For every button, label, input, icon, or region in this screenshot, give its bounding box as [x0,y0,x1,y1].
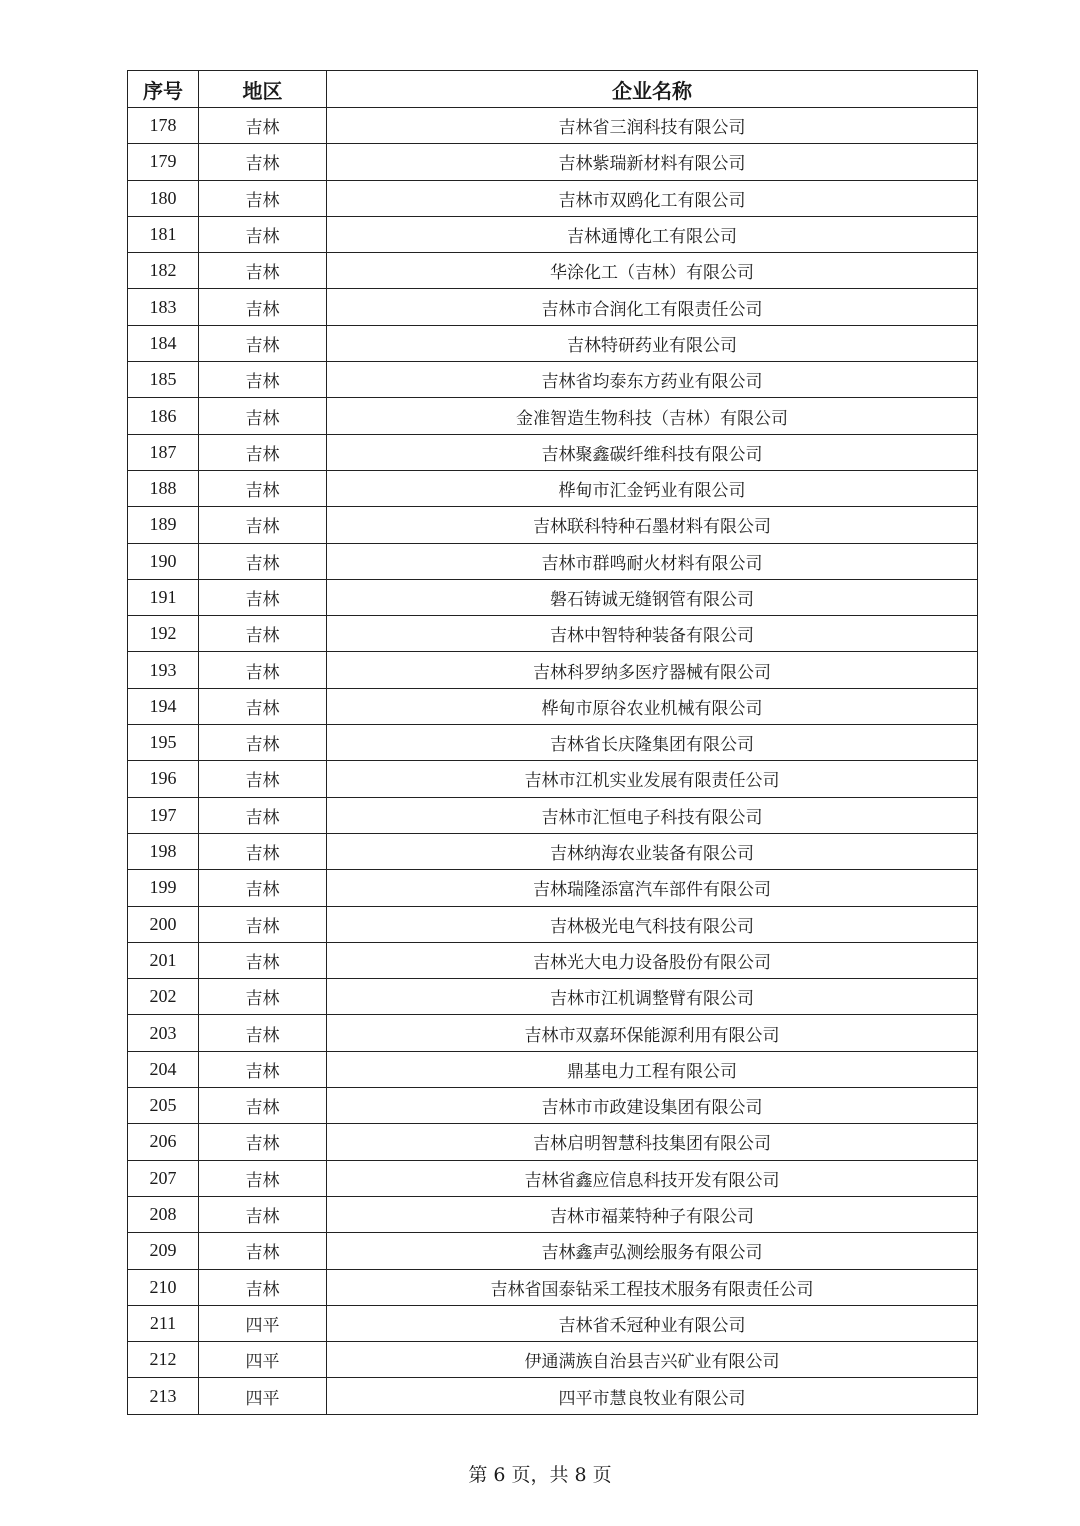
header-serial-number: 序号 [128,71,199,108]
table-row [128,1233,978,1269]
cell-region: 吉林 [199,1269,327,1305]
table-row [128,616,978,652]
cell-region: 吉林 [199,579,327,615]
table-row [128,1015,978,1051]
table-row [128,942,978,978]
cell-serial-number: 190 [128,543,199,579]
cell-company-name: 吉林紫瑞新材料有限公司 [327,144,978,180]
cell-company-name: 吉林省长庆隆集团有限公司 [327,725,978,761]
cell-region: 吉林 [199,1051,327,1087]
cell-company-name: 鼎基电力工程有限公司 [327,1051,978,1087]
cell-company-name: 桦甸市原谷农业机械有限公司 [327,688,978,724]
cell-company-name: 吉林通博化工有限公司 [327,216,978,252]
company-list-table-container [127,70,977,1415]
cell-region: 吉林 [199,144,327,180]
cell-serial-number: 184 [128,325,199,361]
table-row [128,833,978,869]
table-row [128,725,978,761]
table-row [128,761,978,797]
cell-region: 吉林 [199,398,327,434]
cell-company-name: 吉林市江机实业发展有限责任公司 [327,761,978,797]
table-row [128,470,978,506]
table-row [128,979,978,1015]
cell-serial-number: 201 [128,942,199,978]
cell-company-name: 吉林光大电力设备股份有限公司 [327,942,978,978]
cell-company-name: 吉林极光电气科技有限公司 [327,906,978,942]
cell-region: 吉林 [199,688,327,724]
cell-serial-number: 198 [128,833,199,869]
cell-serial-number: 187 [128,434,199,470]
cell-serial-number: 205 [128,1088,199,1124]
cell-company-name: 磐石铸诚无缝钢管有限公司 [327,579,978,615]
table-row [128,1051,978,1087]
cell-region: 吉林 [199,1124,327,1160]
cell-serial-number: 208 [128,1196,199,1232]
table-header-row [128,71,978,108]
cell-region: 吉林 [199,942,327,978]
table-row [128,652,978,688]
cell-serial-number: 211 [128,1305,199,1341]
cell-company-name: 吉林市福莱特种子有限公司 [327,1196,978,1232]
cell-serial-number: 193 [128,652,199,688]
table-row [128,1196,978,1232]
header-company-name: 企业名称 [327,71,978,108]
cell-serial-number: 202 [128,979,199,1015]
cell-region: 吉林 [199,906,327,942]
cell-serial-number: 188 [128,470,199,506]
cell-company-name: 华涂化工（吉林）有限公司 [327,253,978,289]
cell-company-name: 吉林市市政建设集团有限公司 [327,1088,978,1124]
cell-region: 吉林 [199,616,327,652]
cell-region: 吉林 [199,108,327,144]
cell-serial-number: 179 [128,144,199,180]
cell-serial-number: 182 [128,253,199,289]
cell-company-name: 吉林瑞隆添富汽车部件有限公司 [327,870,978,906]
page-footer: 第 6 页，共 8 页 [468,1464,612,1486]
cell-region: 四平 [199,1305,327,1341]
cell-serial-number: 181 [128,216,199,252]
cell-region: 吉林 [199,1160,327,1196]
cell-company-name: 吉林启明智慧科技集团有限公司 [327,1124,978,1160]
cell-region: 吉林 [199,289,327,325]
cell-serial-number: 210 [128,1269,199,1305]
cell-serial-number: 213 [128,1378,199,1414]
cell-serial-number: 194 [128,688,199,724]
company-list-table [127,70,978,1415]
cell-serial-number: 189 [128,507,199,543]
cell-region: 吉林 [199,1015,327,1051]
table-row [128,688,978,724]
cell-serial-number: 180 [128,180,199,216]
cell-serial-number: 192 [128,616,199,652]
table-row [128,1160,978,1196]
table-row [128,362,978,398]
cell-region: 吉林 [199,507,327,543]
cell-region: 吉林 [199,434,327,470]
cell-company-name: 吉林市双嘉环保能源利用有限公司 [327,1015,978,1051]
cell-company-name: 吉林市合润化工有限责任公司 [327,289,978,325]
cell-region: 吉林 [199,543,327,579]
table-row [128,1088,978,1124]
table-row [128,108,978,144]
cell-company-name: 吉林省鑫应信息科技开发有限公司 [327,1160,978,1196]
cell-serial-number: 186 [128,398,199,434]
cell-company-name: 吉林科罗纳多医疗器械有限公司 [327,652,978,688]
table-row [128,398,978,434]
cell-region: 吉林 [199,1196,327,1232]
table-row [128,180,978,216]
cell-region: 四平 [199,1378,327,1414]
table-row [128,144,978,180]
cell-serial-number: 197 [128,797,199,833]
cell-company-name: 吉林省国泰钻采工程技术服务有限责任公司 [327,1269,978,1305]
cell-company-name: 吉林鑫声弘测绘服务有限公司 [327,1233,978,1269]
cell-serial-number: 212 [128,1342,199,1378]
cell-serial-number: 185 [128,362,199,398]
table-row [128,289,978,325]
table-body [128,108,978,1415]
cell-serial-number: 178 [128,108,199,144]
table-row [128,1269,978,1305]
cell-serial-number: 199 [128,870,199,906]
table-row [128,543,978,579]
cell-serial-number: 209 [128,1233,199,1269]
cell-region: 吉林 [199,1233,327,1269]
cell-serial-number: 183 [128,289,199,325]
table-row [128,253,978,289]
cell-serial-number: 207 [128,1160,199,1196]
cell-company-name: 四平市慧良牧业有限公司 [327,1378,978,1414]
cell-company-name: 吉林市双鸥化工有限公司 [327,180,978,216]
cell-company-name: 吉林纳海农业装备有限公司 [327,833,978,869]
cell-serial-number: 191 [128,579,199,615]
cell-region: 吉林 [199,180,327,216]
cell-company-name: 吉林中智特种装备有限公司 [327,616,978,652]
table-row [128,579,978,615]
table-row [128,1342,978,1378]
cell-region: 吉林 [199,362,327,398]
cell-serial-number: 204 [128,1051,199,1087]
table-row [128,870,978,906]
table-row [128,216,978,252]
cell-company-name: 吉林联科特种石墨材料有限公司 [327,507,978,543]
table-row [128,325,978,361]
cell-serial-number: 203 [128,1015,199,1051]
cell-company-name: 吉林市群鸣耐火材料有限公司 [327,543,978,579]
cell-company-name: 吉林聚鑫碳纤维科技有限公司 [327,434,978,470]
cell-region: 四平 [199,1342,327,1378]
cell-serial-number: 195 [128,725,199,761]
cell-region: 吉林 [199,325,327,361]
table-row [128,507,978,543]
cell-serial-number: 206 [128,1124,199,1160]
cell-company-name: 吉林特研药业有限公司 [327,325,978,361]
cell-company-name: 吉林省三润科技有限公司 [327,108,978,144]
cell-company-name: 吉林市汇恒电子科技有限公司 [327,797,978,833]
cell-region: 吉林 [199,216,327,252]
table-row [128,797,978,833]
cell-region: 吉林 [199,797,327,833]
cell-region: 吉林 [199,833,327,869]
cell-region: 吉林 [199,870,327,906]
cell-region: 吉林 [199,761,327,797]
table-row [128,906,978,942]
table-row [128,434,978,470]
cell-region: 吉林 [199,1088,327,1124]
cell-company-name: 吉林省均泰东方药业有限公司 [327,362,978,398]
cell-serial-number: 196 [128,761,199,797]
cell-region: 吉林 [199,253,327,289]
cell-company-name: 伊通满族自治县吉兴矿业有限公司 [327,1342,978,1378]
cell-company-name: 金准智造生物科技（吉林）有限公司 [327,398,978,434]
cell-company-name: 吉林省禾冠种业有限公司 [327,1305,978,1341]
cell-region: 吉林 [199,652,327,688]
table-row [128,1378,978,1414]
cell-region: 吉林 [199,979,327,1015]
header-region: 地区 [199,71,327,108]
cell-company-name: 桦甸市汇金钙业有限公司 [327,470,978,506]
cell-region: 吉林 [199,470,327,506]
cell-serial-number: 200 [128,906,199,942]
cell-region: 吉林 [199,725,327,761]
table-row [128,1305,978,1341]
table-row [128,1124,978,1160]
cell-company-name: 吉林市江机调整臂有限公司 [327,979,978,1015]
